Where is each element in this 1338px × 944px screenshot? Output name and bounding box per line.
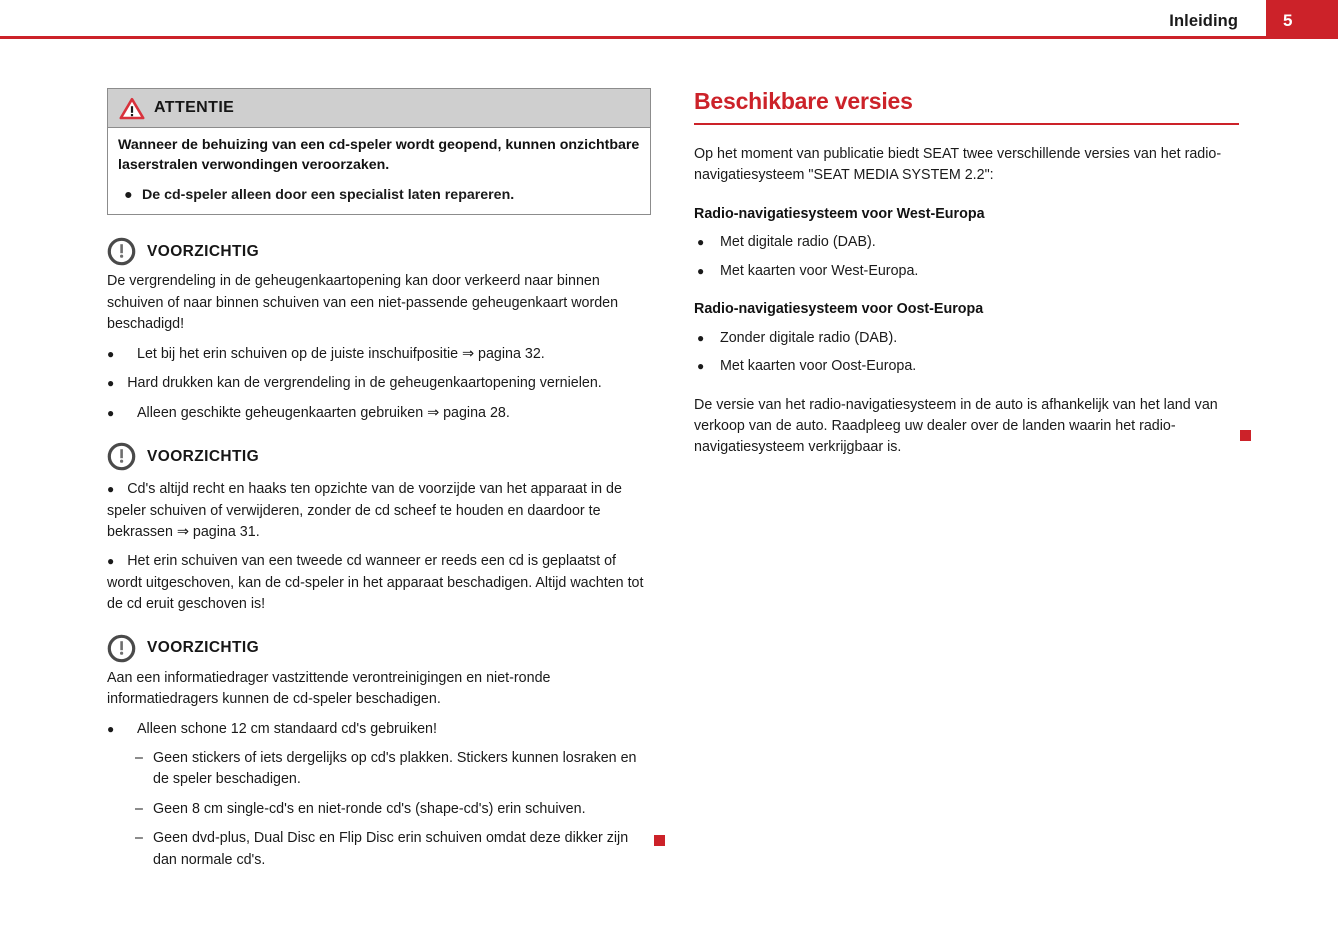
bullet-icon: ● — [107, 376, 115, 391]
warning-block-3 — [107, 634, 653, 872]
bullet-icon: ● — [107, 346, 115, 361]
page-number: 5 — [1283, 11, 1293, 30]
warning-bullet-list — [107, 479, 653, 616]
list-item-text: Met kaarten voor West-Europa. — [720, 262, 919, 279]
closing-paragraph: De versie van het radio-navigatiesysteem in de auto is afhankelijk van het land van verkoop van de auto. Raadpleeg uw dealer over de landen waarin het radio-navigatiesysteem verkrijgbaar is. — [694, 396, 1218, 456]
caution-circle-icon — [107, 237, 136, 266]
list-item-text: Zonder digitale radio (DAB). — [720, 329, 898, 346]
list-item-text: Let bij het erin schuiven op de juiste inschuifpositie ⇒ pagina 32. — [137, 345, 545, 362]
attentie-title: ATTENTIE — [154, 99, 235, 116]
left-column — [107, 88, 653, 889]
bullet-icon: ● — [697, 263, 705, 278]
list-item — [107, 403, 653, 424]
caution-circle-icon — [107, 634, 136, 663]
section-title: Beschikbare versies — [694, 88, 913, 114]
attentie-body — [108, 128, 650, 214]
header-divider — [0, 36, 1338, 39]
list-item — [107, 551, 653, 615]
warning-bullet-list — [107, 719, 653, 740]
subsection-heading-oost: Radio-navigatiesysteem voor Oost-Europa — [694, 301, 984, 318]
warning-header — [107, 442, 653, 471]
attentie-bullet-text: De cd-speler alleen door een specialist laten repareren. — [142, 187, 515, 204]
warning-header — [107, 634, 653, 663]
list-item — [107, 479, 653, 543]
feature-list-west — [694, 232, 1239, 282]
caution-circle-icon — [107, 442, 136, 471]
list-item-text: Cd's altijd recht en haaks ten opzichte van de voorzijde van het apparaat in de speler schuiven of verwijderen, zonder de cd scheef te houden en daardoor te bekrassen ⇒ pagina 31. — [107, 481, 622, 540]
warning-triangle-icon — [119, 97, 145, 120]
list-item-text: Hard drukken kan de vergrendeling in de geheugenkaartopening vernielen. — [127, 375, 602, 392]
bullet-icon: ● — [107, 554, 115, 569]
bullet-icon: ● — [124, 187, 133, 204]
list-item-text: Het erin schuiven van een tweede cd wanneer er reeds een cd is geplaatst of wordt uitgeschoven, kan de cd-speler in het apparaat beschadigen. Altijd wachten tot de cd eruit geschoven is! — [107, 553, 644, 613]
intro-paragraph: Op het moment van publicatie biedt SEAT twee verschillende versies van het radio-navigatiesysteem "SEAT MEDIA SYSTEM 2.2": — [694, 146, 1222, 184]
feature-list-oost — [694, 328, 1239, 378]
warning-body-text: Aan een informatiedrager vastzittende verontreinigingen en niet-ronde informatiedragers kunnen de cd-speler beschadigen. — [107, 669, 551, 708]
warning-block-2 — [107, 442, 653, 616]
list-item-text: Geen stickers of iets dergelijks op cd's plakken. Stickers kunnen losraken en de speler beschadigen. — [153, 750, 637, 788]
subsection-heading-west: Radio-navigatiesysteem voor West-Europa — [694, 205, 985, 222]
list-item-text: Met kaarten voor Oost-Europa. — [720, 358, 917, 375]
list-item — [107, 344, 653, 365]
attentie-body-text: Wanneer de behuizing van een cd-speler wordt geopend, kunnen onzichtbare laserstralen verwondingen veroorzaken. — [118, 137, 640, 174]
warning-bullet-list — [107, 344, 653, 424]
warning-header — [107, 237, 653, 266]
attentie-bullet-item — [118, 185, 640, 205]
dash-icon: – — [135, 800, 143, 817]
list-item-text: Geen 8 cm single-cd's en niet-ronde cd's (shape-cd's) erin schuiven. — [153, 800, 586, 817]
attentie-callout — [107, 88, 651, 215]
list-item — [694, 261, 1239, 282]
list-item — [694, 356, 1239, 377]
section-title-underline — [694, 123, 1239, 125]
warning-title: VOORZICHTIG — [147, 242, 260, 260]
list-item — [694, 328, 1239, 349]
list-item-text: Geen dvd-plus, Dual Disc en Flip Disc erin schuiven omdat deze dikker zijn dan normale cd's. — [153, 830, 629, 868]
bullet-icon: ● — [697, 235, 705, 250]
warning-dash-list — [107, 748, 653, 871]
list-item — [135, 828, 653, 871]
right-column — [694, 88, 1239, 476]
bullet-icon: ● — [697, 359, 705, 374]
page-title: Inleiding — [1169, 12, 1238, 30]
list-item — [107, 719, 653, 740]
list-item — [135, 748, 653, 791]
warning-title: VOORZICHTIG — [147, 639, 260, 657]
warning-title: VOORZICHTIG — [147, 447, 260, 465]
dash-icon: – — [135, 830, 143, 847]
section-end-marker — [1240, 430, 1251, 441]
section-end-marker — [654, 835, 665, 846]
list-item-text: Alleen geschikte geheugenkaarten gebruiken ⇒ pagina 28. — [137, 404, 510, 421]
dash-icon: – — [135, 750, 143, 767]
bullet-icon: ● — [697, 330, 705, 345]
bullet-icon: ● — [107, 405, 115, 420]
page-number-box — [1266, 0, 1338, 39]
warning-body-text: De vergrendeling in de geheugenkaartopening kan door verkeerd naar binnen schuiven of naar binnen schuiven van een niet-passende geheugenkaart worden beschadigd! — [107, 273, 619, 333]
warning-block-1 — [107, 237, 653, 424]
list-item — [694, 232, 1239, 253]
page-header — [0, 0, 1338, 39]
bullet-icon: ● — [107, 721, 115, 736]
list-item — [107, 373, 653, 394]
list-item — [135, 799, 653, 820]
list-item-text: Met digitale radio (DAB). — [720, 234, 876, 251]
list-item-text: Alleen schone 12 cm standaard cd's gebruiken! — [137, 720, 437, 737]
bullet-icon: ● — [107, 482, 115, 497]
attentie-header — [108, 89, 650, 128]
